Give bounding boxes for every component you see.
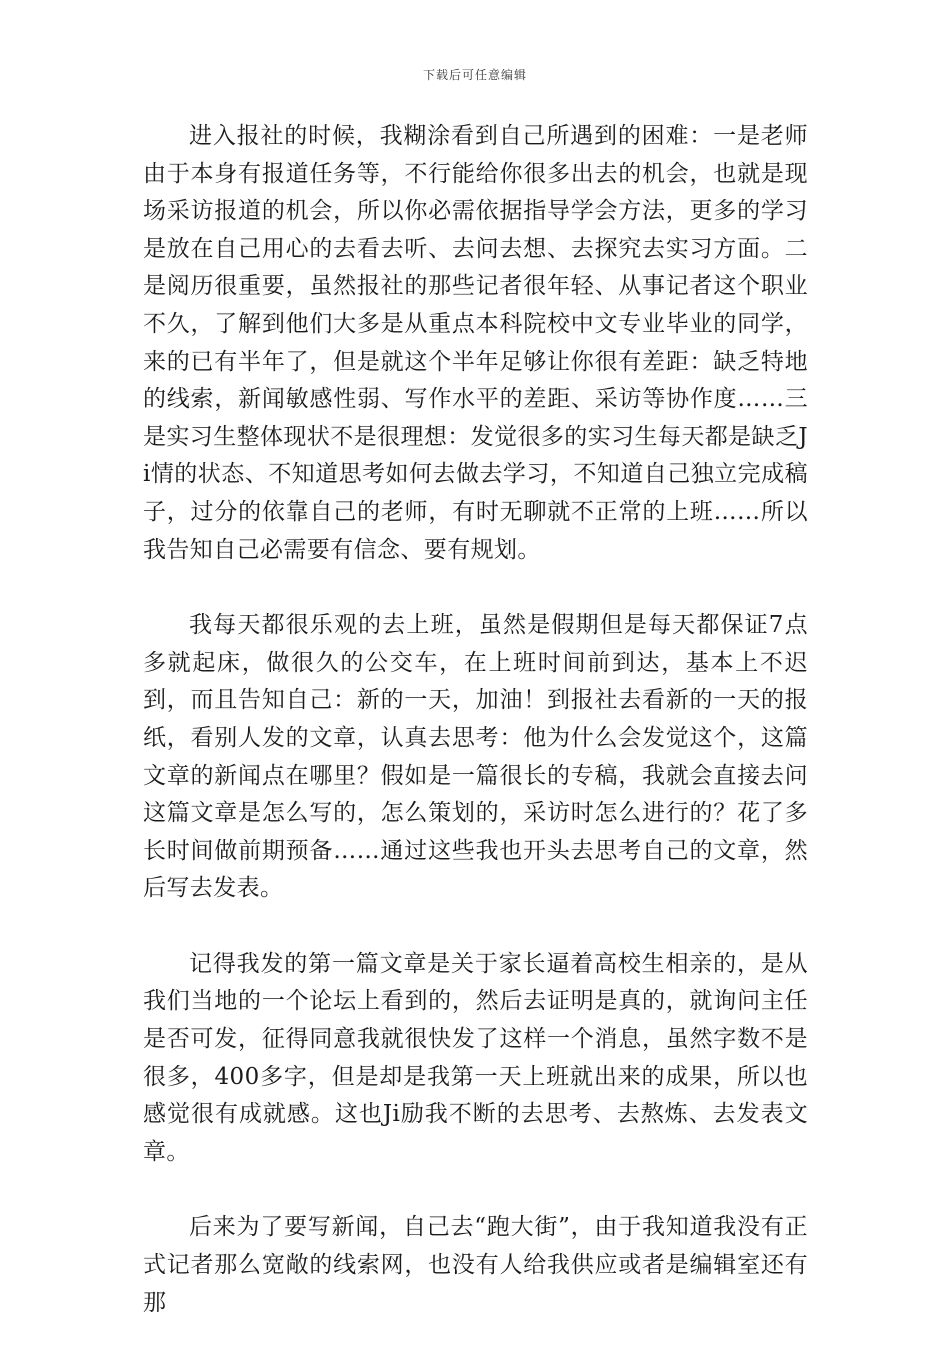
- header-note: 下载后可任意编辑: [422, 68, 527, 82]
- paragraph-1: 进入报社的时候，我糊涂看到自己所遇到的困难：一是老师由于本身有报道任务等，不行能给你很多出去的机会，也就是现场采访报道的机会，所以你必需依据指导学会方法，更多的学习是放在自己用心的去看去听、去问去想、去探究去实习方面。二是阅历很重要，虽然报社的那些记者很年轻、从事记者这个职业不久，了解到他们大多是从重点本科院校中文专业毕业的同学，来的已有半年了，但是就这个半年足够让你很有差距：缺乏特地的线索，新闻敏感性弱、写作水平的差距、采访等协作度……三是实习生整体现状不是很理想：发觉很多的实习生每天都是缺乏Ji情的状态、不知道思考如何去做去学习，不知道自己独立完成稿子，过分的依靠自己的老师，有时无聊就不正常的上班……所以我告知自己必需要有信念、要有规划。: [143, 123, 808, 563]
- paragraph-4: 后来为了要写新闻，自己去“跑大街”，由于我知道我没有正式记者那么宽敞的线索网，也没有人给我供应或者是编辑室还有那: [143, 1214, 808, 1316]
- document-body: [143, 118, 808, 1360]
- paragraph-3: 记得我发的第一篇文章是关于家长逼着高校生相亲的，是从我们当地的一个论坛上看到的，然后去证明是真的，就询问主任是否可发，征得同意我就很快发了这样一个消息，虽然字数不是很多，400多字，但是却是我第一天上班就出来的成果，所以也感觉很有成就感。这也Ji励我不断的去思考、去熬炼、去发表文章。: [143, 950, 808, 1165]
- paragraph-2: 我每天都很乐观的去上班，虽然是假期但是每天都保证7点多就起床，做很久的公交车，在上班时间前到达，基本上不迟到，而且告知自己：新的一天，加油！到报社去看新的一天的报纸，看别人发的文章，认真去思考：他为什么会发觉这个，这篇文章的新闻点在哪里？假如是一篇很长的专稿，我就会直接去问这篇文章是怎么写的，怎么策划的，采访时怎么进行的？花了多长时间做前期预备……通过这些我也开头去思考自己的文章，然后写去发表。: [143, 612, 808, 902]
